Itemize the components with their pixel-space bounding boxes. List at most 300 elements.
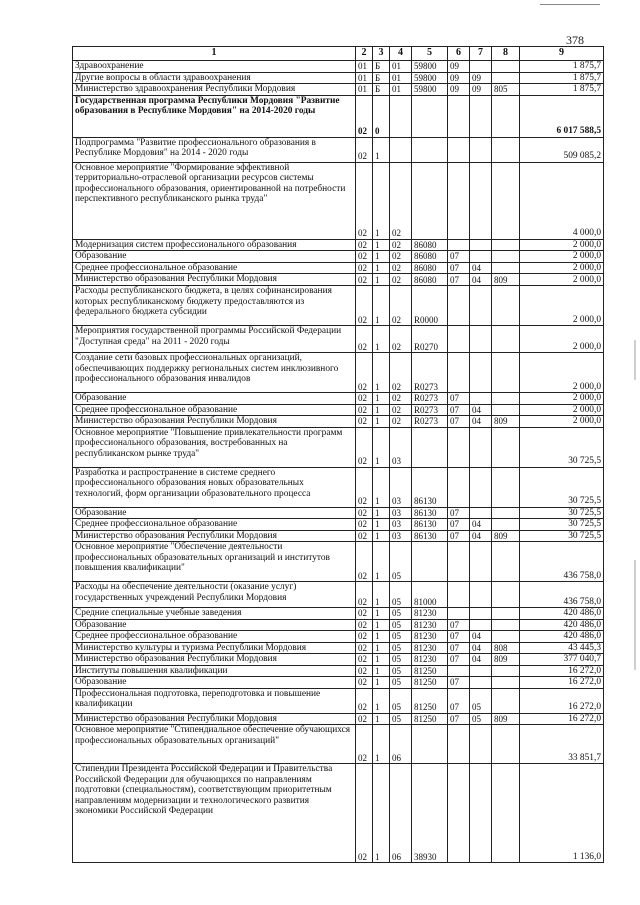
code-program: 02 <box>356 416 373 428</box>
code-subprogram: 1 <box>373 326 390 353</box>
code-program: 02 <box>356 251 373 263</box>
code-ministry <box>492 619 520 631</box>
code-event: 05 <box>390 608 412 620</box>
code-event: 01 <box>390 61 412 73</box>
code-subsection <box>470 326 492 353</box>
code-section <box>448 137 470 162</box>
code-program: 02 <box>356 542 373 582</box>
code-section: 07 <box>448 619 470 631</box>
code-program: 02 <box>356 286 373 326</box>
code-section <box>448 764 470 863</box>
table-row <box>73 84 604 96</box>
row-amount: 2 000,0 <box>520 262 604 274</box>
row-name: Профессиональная подготовка, переподготовка и повышение квалификации <box>73 688 356 713</box>
column-header-4: 4 <box>390 47 412 61</box>
row-amount: 436 758,0 <box>520 542 604 582</box>
code-subsection <box>470 251 492 263</box>
code-subprogram: 0 <box>373 95 390 137</box>
table-row <box>73 393 604 405</box>
code-subprogram: 1 <box>373 530 390 542</box>
code-ministry: 808 <box>492 642 520 654</box>
row-amount: 43 445,3 <box>520 642 604 654</box>
code-direction: 59800 <box>412 61 448 73</box>
header-row <box>73 47 604 61</box>
code-program: 02 <box>356 404 373 416</box>
code-subsection <box>470 725 492 764</box>
code-event: 02 <box>390 274 412 286</box>
code-ministry <box>492 582 520 608</box>
row-amount: 30 725,5 <box>520 507 604 519</box>
code-direction: 81230 <box>412 631 448 643</box>
code-event: 02 <box>390 353 412 393</box>
row-amount: 2 000,0 <box>520 239 604 251</box>
code-ministry <box>492 95 520 137</box>
code-ministry <box>492 162 520 239</box>
table-row <box>73 725 604 764</box>
column-header-6: 6 <box>448 47 470 61</box>
code-program: 02 <box>356 530 373 542</box>
row-name: Основное мероприятие "Повышение привлекательности программ профессионального образования, востребованных на республиканском рынке труда" <box>73 427 356 467</box>
code-event: 03 <box>390 507 412 519</box>
code-section <box>448 725 470 764</box>
code-subprogram: Б <box>373 72 390 84</box>
code-program: 01 <box>356 84 373 96</box>
code-subprogram: 1 <box>373 677 390 689</box>
code-section <box>448 427 470 467</box>
code-ministry <box>492 239 520 251</box>
table-row <box>73 61 604 73</box>
code-subsection <box>470 353 492 393</box>
code-event: 02 <box>390 404 412 416</box>
table-row <box>73 95 604 137</box>
page-number: 378 <box>566 33 584 47</box>
code-subsection <box>470 507 492 519</box>
table-row <box>73 72 604 84</box>
code-subsection: 09 <box>470 72 492 84</box>
code-ministry <box>492 326 520 353</box>
table-row <box>73 251 604 263</box>
table-body <box>73 61 604 863</box>
code-ministry <box>492 542 520 582</box>
code-ministry <box>492 72 520 84</box>
code-direction: 81230 <box>412 619 448 631</box>
code-subprogram: 1 <box>373 725 390 764</box>
code-section: 07 <box>448 519 470 531</box>
code-ministry <box>492 353 520 393</box>
code-program: 01 <box>356 61 373 73</box>
code-subsection <box>470 239 492 251</box>
table-row <box>73 137 604 162</box>
code-subprogram: 1 <box>373 542 390 582</box>
code-ministry <box>492 677 520 689</box>
row-amount: 377 040,7 <box>520 654 604 666</box>
code-subsection <box>470 95 492 137</box>
code-subsection: 04 <box>470 631 492 643</box>
row-name: Средние специальные учебные заведения <box>73 608 356 620</box>
table-row <box>73 542 604 582</box>
code-program: 02 <box>356 713 373 725</box>
code-subprogram: 1 <box>373 582 390 608</box>
code-subprogram: 1 <box>373 631 390 643</box>
code-direction: 81250 <box>412 713 448 725</box>
table-row <box>73 519 604 531</box>
code-direction: 81250 <box>412 677 448 689</box>
table-row <box>73 416 604 428</box>
code-program: 02 <box>356 654 373 666</box>
code-event: 02 <box>390 393 412 405</box>
table-row <box>73 713 604 725</box>
code-program: 02 <box>356 619 373 631</box>
code-event: 05 <box>390 677 412 689</box>
code-program: 02 <box>356 137 373 162</box>
row-name: Модернизация систем профессионального образования <box>73 239 356 251</box>
row-amount: 4 000,0 <box>520 162 604 239</box>
code-event <box>390 137 412 162</box>
code-event: 02 <box>390 286 412 326</box>
code-direction: R0000 <box>412 286 448 326</box>
code-section: 07 <box>448 530 470 542</box>
code-subsection <box>470 137 492 162</box>
code-subsection <box>470 467 492 507</box>
table-row <box>73 467 604 507</box>
code-subsection <box>470 764 492 863</box>
code-ministry: 809 <box>492 274 520 286</box>
table-row <box>73 764 604 863</box>
code-event: 02 <box>390 251 412 263</box>
code-event: 05 <box>390 665 412 677</box>
table-row <box>73 619 604 631</box>
code-direction <box>412 95 448 137</box>
code-subprogram: 1 <box>373 251 390 263</box>
row-amount: 1 875,7 <box>520 84 604 96</box>
code-section <box>448 286 470 326</box>
row-name: Образование <box>73 677 356 689</box>
code-direction: R0270 <box>412 326 448 353</box>
row-amount: 30 725,5 <box>520 427 604 467</box>
code-direction: 86130 <box>412 467 448 507</box>
table-row <box>73 507 604 519</box>
code-event <box>390 95 412 137</box>
code-event: 05 <box>390 619 412 631</box>
code-subsection <box>470 427 492 467</box>
code-direction: 86080 <box>412 262 448 274</box>
code-direction: 86130 <box>412 519 448 531</box>
code-program: 01 <box>356 72 373 84</box>
row-name: Образование <box>73 393 356 405</box>
code-ministry <box>492 519 520 531</box>
code-program: 02 <box>356 239 373 251</box>
code-event: 03 <box>390 427 412 467</box>
code-direction: 81230 <box>412 642 448 654</box>
code-subprogram: 1 <box>373 162 390 239</box>
row-name: Среднее профессиональное образование <box>73 631 356 643</box>
code-ministry <box>492 251 520 263</box>
code-subsection: 04 <box>470 642 492 654</box>
row-amount: 420 486,0 <box>520 608 604 620</box>
row-amount: 16 272,0 <box>520 665 604 677</box>
code-ministry <box>492 262 520 274</box>
code-section <box>448 542 470 582</box>
table-row <box>73 530 604 542</box>
row-amount: 2 000,0 <box>520 274 604 286</box>
code-subprogram: 1 <box>373 654 390 666</box>
code-subprogram: 1 <box>373 764 390 863</box>
code-event: 05 <box>390 542 412 582</box>
table-row <box>73 286 604 326</box>
code-subsection <box>470 677 492 689</box>
code-direction <box>412 137 448 162</box>
code-section: 07 <box>448 677 470 689</box>
code-event: 03 <box>390 519 412 531</box>
row-name: Образование <box>73 251 356 263</box>
code-direction: 59800 <box>412 72 448 84</box>
code-section: 07 <box>448 393 470 405</box>
code-section <box>448 95 470 137</box>
budget-table <box>72 46 604 863</box>
row-name: Мероприятия государственной программы Российской Федерации "Доступная среда" на 2011 - 2020 годы <box>73 326 356 353</box>
code-direction: 81230 <box>412 608 448 620</box>
code-subprogram: Б <box>373 84 390 96</box>
table-row <box>73 427 604 467</box>
table-row <box>73 274 604 286</box>
code-subsection <box>470 393 492 405</box>
table-row <box>73 239 604 251</box>
code-program: 02 <box>356 467 373 507</box>
code-subsection: 09 <box>470 84 492 96</box>
code-ministry <box>492 404 520 416</box>
row-amount: 509 085,2 <box>520 137 604 162</box>
code-subsection: 05 <box>470 713 492 725</box>
code-ministry: 805 <box>492 84 520 96</box>
code-subsection: 04 <box>470 654 492 666</box>
code-subprogram: 1 <box>373 713 390 725</box>
code-program: 02 <box>356 162 373 239</box>
row-amount: 1 875,7 <box>520 72 604 84</box>
row-amount: 420 486,0 <box>520 631 604 643</box>
code-event: 02 <box>390 262 412 274</box>
code-direction: 86130 <box>412 530 448 542</box>
code-section: 07 <box>448 274 470 286</box>
code-ministry <box>492 725 520 764</box>
code-subsection <box>470 61 492 73</box>
code-subsection: 04 <box>470 262 492 274</box>
code-direction: 38930 <box>412 764 448 863</box>
column-header-7: 7 <box>470 47 492 61</box>
row-amount: 2 000,0 <box>520 326 604 353</box>
scan-margin-mark <box>634 560 636 670</box>
code-direction: 81230 <box>412 654 448 666</box>
code-ministry <box>492 61 520 73</box>
code-subprogram: 1 <box>373 467 390 507</box>
code-ministry <box>492 507 520 519</box>
code-direction <box>412 542 448 582</box>
code-subsection <box>470 665 492 677</box>
row-name: Среднее профессиональное образование <box>73 404 356 416</box>
code-subsection <box>470 286 492 326</box>
code-subprogram: 1 <box>373 688 390 713</box>
table-row <box>73 262 604 274</box>
code-event: 02 <box>390 326 412 353</box>
row-name: Образование <box>73 619 356 631</box>
row-amount: 33 851,7 <box>520 725 604 764</box>
row-name: Среднее профессиональное образование <box>73 262 356 274</box>
code-event: 05 <box>390 631 412 643</box>
code-program: 02 <box>356 326 373 353</box>
code-event: 05 <box>390 582 412 608</box>
row-name: Министерство образования Республики Мордовия <box>73 416 356 428</box>
code-subprogram: 1 <box>373 286 390 326</box>
code-ministry: 809 <box>492 713 520 725</box>
code-subprogram: 1 <box>373 619 390 631</box>
code-program: 02 <box>356 393 373 405</box>
code-subprogram: 1 <box>373 519 390 531</box>
code-section: 07 <box>448 713 470 725</box>
code-section: 07 <box>448 688 470 713</box>
code-section <box>448 162 470 239</box>
code-program: 02 <box>356 764 373 863</box>
code-subprogram: 1 <box>373 642 390 654</box>
code-section <box>448 326 470 353</box>
row-name: Институты повышения квалификации <box>73 665 356 677</box>
code-program: 02 <box>356 688 373 713</box>
code-event: 05 <box>390 654 412 666</box>
code-program: 02 <box>356 353 373 393</box>
code-ministry <box>492 393 520 405</box>
code-program: 02 <box>356 665 373 677</box>
row-amount: 1 875,7 <box>520 61 604 73</box>
code-section: 07 <box>448 507 470 519</box>
row-name: Разработка и распространение в системе среднего профессионального образования новых образовательных технологий, форм организации образовательного процесса <box>73 467 356 507</box>
code-event: 01 <box>390 84 412 96</box>
row-amount: 420 486,0 <box>520 619 604 631</box>
row-name: Основное мероприятие "Стипендиальное обеспечение обучающихся профессиональных образовательных организаций" <box>73 725 356 764</box>
row-name: Государственная программа Республики Мордовия "Развитие образования в Республике Мордовия" на 2014-2020 годы <box>73 95 356 137</box>
code-section: 07 <box>448 642 470 654</box>
code-section <box>448 467 470 507</box>
code-direction <box>412 162 448 239</box>
code-program: 02 <box>356 582 373 608</box>
code-event: 06 <box>390 725 412 764</box>
code-ministry <box>492 427 520 467</box>
row-amount: 1 136,0 <box>520 764 604 863</box>
row-name: Министерство образования Республики Мордовия <box>73 530 356 542</box>
code-program: 02 <box>356 427 373 467</box>
code-ministry <box>492 665 520 677</box>
code-ministry <box>492 608 520 620</box>
code-section: 07 <box>448 654 470 666</box>
code-subsection <box>470 542 492 582</box>
row-name: Образование <box>73 507 356 519</box>
table-row <box>73 162 604 239</box>
row-amount: 16 272,0 <box>520 677 604 689</box>
code-ministry <box>492 631 520 643</box>
row-name: Среднее профессиональное образование <box>73 519 356 531</box>
row-name: Подпрограмма "Развитие профессионального образования в Республике Мордовия" на 2014 - 2020 годы <box>73 137 356 162</box>
code-subprogram: 1 <box>373 274 390 286</box>
row-name: Министерство образования Республики Мордовия <box>73 274 356 286</box>
code-subsection: 04 <box>470 530 492 542</box>
row-amount: 2 000,0 <box>520 286 604 326</box>
code-subprogram: 1 <box>373 404 390 416</box>
code-section <box>448 665 470 677</box>
code-event: 06 <box>390 764 412 863</box>
code-event: 02 <box>390 162 412 239</box>
code-program: 02 <box>356 507 373 519</box>
code-subsection: 05 <box>470 688 492 713</box>
code-direction: 86080 <box>412 274 448 286</box>
code-event: 05 <box>390 642 412 654</box>
code-ministry: 809 <box>492 654 520 666</box>
column-header-2: 2 <box>356 47 373 61</box>
table-row <box>73 608 604 620</box>
code-subsection <box>470 619 492 631</box>
code-section: 07 <box>448 262 470 274</box>
code-program: 02 <box>356 274 373 286</box>
code-direction: 86130 <box>412 507 448 519</box>
code-section: 07 <box>448 251 470 263</box>
row-name: Министерство образования Республики Мордовия <box>73 654 356 666</box>
code-direction: 59800 <box>412 84 448 96</box>
code-event: 01 <box>390 72 412 84</box>
code-program: 02 <box>356 608 373 620</box>
code-event: 03 <box>390 530 412 542</box>
code-subprogram: 1 <box>373 262 390 274</box>
code-section <box>448 582 470 608</box>
code-section: 09 <box>448 61 470 73</box>
table-row <box>73 677 604 689</box>
table-row <box>73 582 604 608</box>
code-section <box>448 608 470 620</box>
row-amount: 2 000,0 <box>520 353 604 393</box>
code-direction: R0273 <box>412 416 448 428</box>
code-subprogram: 1 <box>373 427 390 467</box>
code-ministry: 809 <box>492 416 520 428</box>
code-program: 02 <box>356 95 373 137</box>
row-name: Министерство здравоохранения Республики Мордовия <box>73 84 356 96</box>
code-subprogram: 1 <box>373 393 390 405</box>
code-ministry <box>492 688 520 713</box>
column-header-8: 8 <box>492 47 520 61</box>
code-program: 02 <box>356 519 373 531</box>
code-section: 07 <box>448 416 470 428</box>
row-name: Создание сети базовых профессиональных организаций, обеспечивающих поддержку региональных систем инклюзивного профессионального образования инвалидов <box>73 353 356 393</box>
code-subprogram: 1 <box>373 416 390 428</box>
code-direction: 86080 <box>412 239 448 251</box>
scan-edge-line <box>540 4 600 5</box>
code-subprogram: 1 <box>373 137 390 162</box>
row-name: Расходы республиканского бюджета, в целях софинансирования которых республиканскому бюджету предоставляются из федерального бюджета субсидии <box>73 286 356 326</box>
table-row <box>73 404 604 416</box>
row-amount: 30 725,5 <box>520 519 604 531</box>
code-direction: 81000 <box>412 582 448 608</box>
code-ministry <box>492 764 520 863</box>
table-row <box>73 642 604 654</box>
code-section: 09 <box>448 84 470 96</box>
code-program: 02 <box>356 725 373 764</box>
row-amount: 2 000,0 <box>520 393 604 405</box>
column-header-1: 1 <box>73 47 356 61</box>
table-row <box>73 326 604 353</box>
code-subprogram: Б <box>373 61 390 73</box>
row-amount: 436 758,0 <box>520 582 604 608</box>
row-name: Министерство образования Республики Мордовия <box>73 713 356 725</box>
table-row <box>73 665 604 677</box>
code-program: 02 <box>356 262 373 274</box>
row-name: Министерство культуры и туризма Республики Мордовия <box>73 642 356 654</box>
row-name: Расходы на обеспечение деятельности (оказание услуг) государственных учреждений Республики Мордовия <box>73 582 356 608</box>
column-header-5: 5 <box>412 47 448 61</box>
row-name: Стипендии Президента Российской Федерации и Правительства Российской Федерации для обучающихся по направлениям подготовки (специальностям), соответствующим приоритетным направлениям модернизации и технологического развития экономики Российской Федерации <box>73 764 356 863</box>
